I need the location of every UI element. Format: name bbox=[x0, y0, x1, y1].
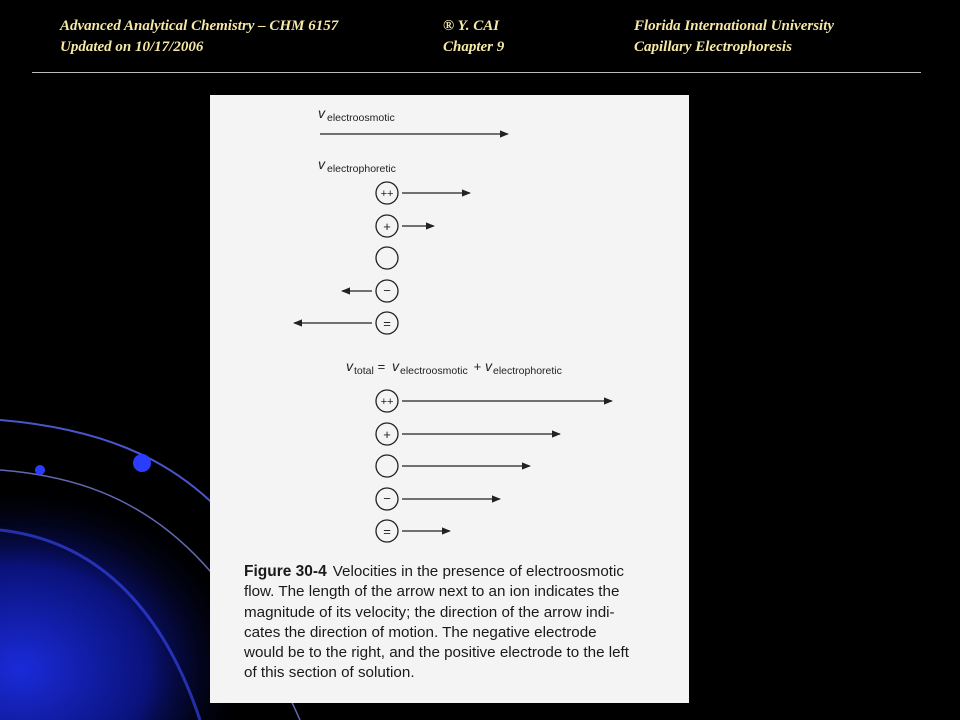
caption-line: would be to the right, and the positive electrode to the left bbox=[244, 644, 629, 662]
updated-date: Updated on 10/17/2006 bbox=[60, 39, 204, 55]
ep-ion-neutral bbox=[376, 247, 398, 269]
svg-text:=: = bbox=[383, 316, 391, 331]
caption-line: of this section of solution. bbox=[244, 664, 415, 682]
svg-text:=: = bbox=[383, 524, 391, 539]
ep-label-sub: electrophoretic bbox=[327, 163, 396, 175]
eo-label-sub: electroosmotic bbox=[327, 112, 395, 124]
chapter: Chapter 9 bbox=[443, 39, 505, 55]
svg-text:−: − bbox=[383, 491, 391, 506]
svg-text:+: + bbox=[383, 427, 391, 442]
ep-ion-plus bbox=[376, 215, 434, 237]
course-title: Advanced Analytical Chemistry – CHM 6157 bbox=[60, 18, 339, 34]
bullet-dot bbox=[133, 454, 151, 472]
eo-label: v bbox=[318, 105, 325, 121]
total-ion-doubleplus bbox=[376, 390, 612, 412]
ep-ion-doubleminus bbox=[294, 312, 398, 334]
bullet-dot bbox=[35, 465, 45, 475]
svg-text:electroosmotic: electroosmotic bbox=[400, 365, 468, 377]
header-course bbox=[60, 16, 338, 58]
ep-ion-minus bbox=[342, 280, 398, 302]
university: Florida International University bbox=[634, 18, 835, 34]
caption-line: cates the direction of motion. The negative electrode bbox=[244, 623, 597, 641]
header-divider bbox=[32, 72, 921, 73]
figure-scan bbox=[210, 95, 689, 703]
caption-line: flow. The length of the arrow next to an ion indicates the bbox=[244, 583, 620, 601]
figure-caption bbox=[244, 562, 684, 684]
total-ion-doubleminus bbox=[376, 520, 450, 542]
total-ion-minus bbox=[376, 488, 500, 510]
header-university bbox=[634, 16, 834, 58]
svg-text:++: ++ bbox=[380, 188, 394, 200]
caption-line: Velocities in the presence of electroosmotic bbox=[332, 563, 624, 580]
svg-text:v: v bbox=[392, 358, 399, 374]
total-ion-plus bbox=[376, 423, 560, 445]
author: ® Y. CAI bbox=[443, 18, 500, 34]
ep-label: v bbox=[318, 156, 325, 172]
svg-text:+: + bbox=[383, 219, 391, 234]
svg-text:−: − bbox=[383, 283, 391, 298]
svg-text:+: + bbox=[470, 359, 485, 374]
svg-text:++: ++ bbox=[380, 396, 394, 408]
ep-ion-doubleplus bbox=[376, 182, 470, 204]
total-ion-neutral bbox=[376, 455, 530, 477]
svg-text:electrophoretic: electrophoretic bbox=[493, 365, 562, 377]
topic: Capillary Electrophoresis bbox=[634, 39, 792, 55]
total-equation bbox=[346, 358, 562, 377]
svg-text:total: total bbox=[354, 365, 374, 377]
svg-text:=: = bbox=[374, 359, 389, 374]
svg-text:v: v bbox=[346, 358, 353, 374]
caption-line: magnitude of its velocity; the direction of the arrow indi- bbox=[244, 603, 615, 621]
header-author bbox=[443, 16, 504, 58]
figure-number: Figure 30-4 bbox=[244, 563, 327, 580]
svg-text:v: v bbox=[485, 358, 492, 374]
